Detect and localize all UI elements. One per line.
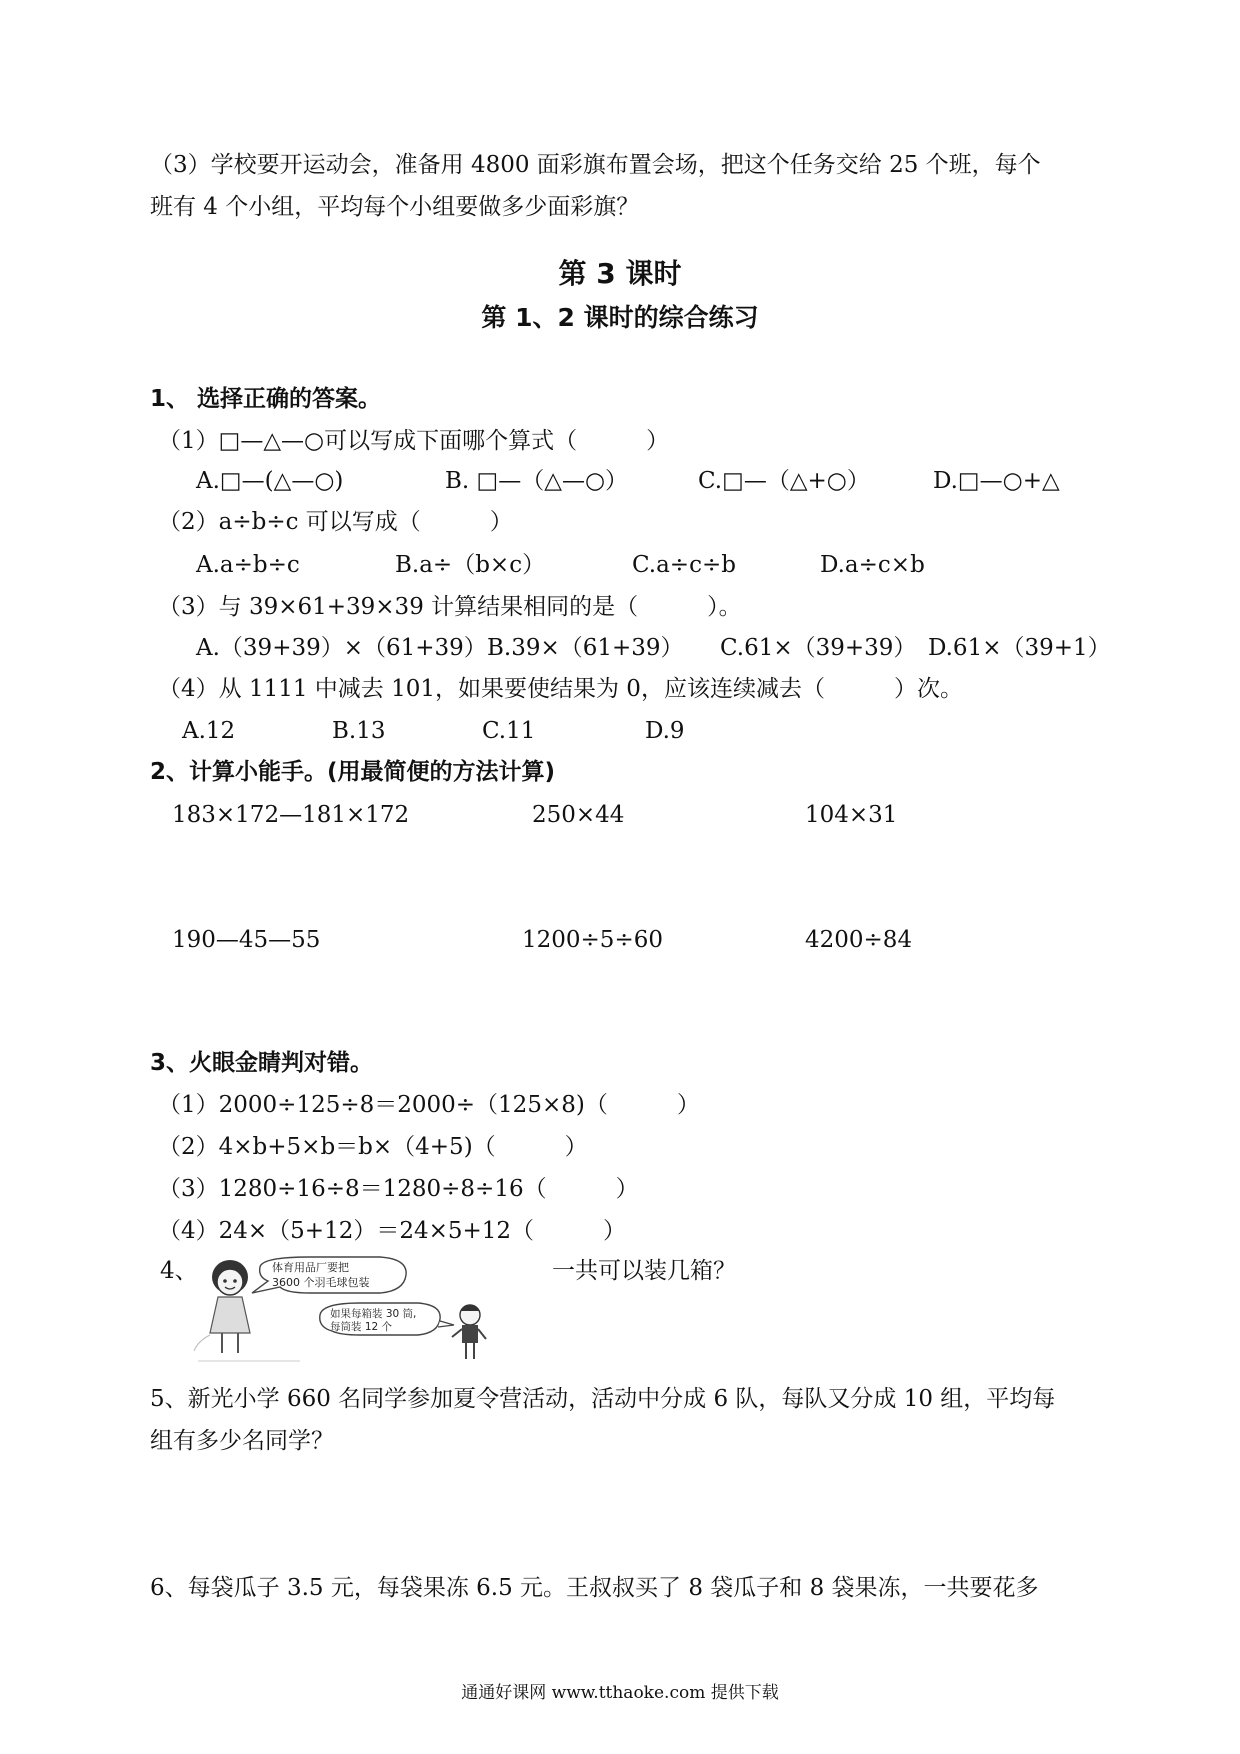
option-1-4-d: D.9 [645, 718, 685, 744]
option-1-4-a: A.12 [182, 718, 236, 744]
option-1-4-b: B.13 [332, 718, 386, 744]
option-1-1-d: D.□—○+△ [933, 468, 1060, 494]
option-1-1-b: B. □—（△—○） [445, 468, 629, 494]
calc-5: 1200÷5÷60 [522, 927, 663, 953]
section-4-question: 一共可以装几箱？ [552, 1258, 736, 1284]
cartoon-illustration [190, 1255, 550, 1365]
calc-3: 104×31 [805, 802, 898, 828]
bubble-2-line-1: 如果每箱装 30 筒, [330, 1308, 417, 1320]
calc-4: 190—45—55 [172, 927, 321, 953]
option-1-3-a: A.（39+39）×（61+39） [196, 635, 487, 661]
section-3-heading: 3、火眼金睛判对错。 [150, 1050, 374, 1076]
cartoon-girl-boy-icon [190, 1255, 550, 1365]
calc-6: 4200÷84 [805, 927, 913, 953]
option-1-3-b: B.39×（61+39） [487, 635, 684, 661]
judge-item-1: （1）2000÷125÷8＝2000÷（125×8)（ ） [158, 1092, 700, 1118]
calc-2: 250×44 [532, 802, 625, 828]
option-1-2-b: B.a÷（b×c） [395, 552, 546, 578]
option-1-2-d: D.a÷c×b [820, 552, 925, 578]
lesson-subtitle: 第 1、2 课时的综合练习 [481, 303, 759, 332]
question-1-3: （3）与 39×61+39×39 计算结果相同的是（ ）。 [158, 594, 742, 620]
bubble-1-line-1: 体育用品厂要把 [272, 1261, 349, 1274]
option-1-4-c: C.11 [482, 718, 536, 744]
question-1-2: （2）a÷b÷c 可以写成（ ） [158, 509, 513, 535]
top-problem-line-2: 班有 4 个小组，平均每个小组要做多少面彩旗？ [150, 194, 640, 220]
section-2-heading: 2、计算小能手。(用最简便的方法计算) [150, 759, 556, 785]
section-4-number: 4、 [160, 1258, 198, 1284]
option-1-1-c: C.□—（△+○） [698, 468, 870, 494]
lesson-title: 第 3 课时 [558, 257, 682, 290]
judge-item-3: （3）1280÷16÷8＝1280÷8÷16（ ） [158, 1176, 639, 1202]
page-footer: 通通好课网 www.tthaoke.com 提供下载 [461, 1683, 779, 1703]
top-problem-line-1: （3）学校要开运动会，准备用 4800 面彩旗布置会场，把这个任务交给 25 个班，每个 [150, 152, 1041, 178]
section-5-line-2: 组有多少名同学？ [150, 1428, 334, 1454]
option-1-3-d: D.61×（39+1） [928, 635, 1111, 661]
section-5-line-1: 5、新光小学 660 名同学参加夏令营活动，活动中分成 6 队，每队又分成 10 组，平均每 [150, 1386, 1056, 1412]
option-1-1-a: A.□—(△—○) [196, 468, 344, 494]
calc-1: 183×172—181×172 [172, 802, 410, 828]
section-6-line-1: 6、每袋瓜子 3.5 元，每袋果冻 6.5 元。王叔叔买了 8 袋瓜子和 8 袋果冻，一共要花多 [150, 1575, 1039, 1601]
question-1-1: （1）□—△—○可以写成下面哪个算式（ ） [158, 428, 670, 454]
judge-item-2: （2）4×b+5×b＝b×（4+5)（ ） [158, 1134, 588, 1160]
option-1-2-a: A.a÷b÷c [196, 552, 300, 578]
section-1-heading: 1、 选择正确的答案。 [150, 386, 382, 412]
judge-item-4: （4）24×（5+12）＝24×5+12（ ） [158, 1218, 627, 1244]
bubble-2-line-2: 每筒装 12 个 [330, 1321, 393, 1333]
bubble-1-line-2: 3600 个羽毛球包装 [272, 1276, 370, 1289]
option-1-2-c: C.a÷c÷b [632, 552, 736, 578]
question-1-4: （4）从 1111 中减去 101，如果要使结果为 0，应该连续减去（ ）次。 [158, 676, 963, 702]
option-1-3-c: C.61×（39+39） [720, 635, 917, 661]
